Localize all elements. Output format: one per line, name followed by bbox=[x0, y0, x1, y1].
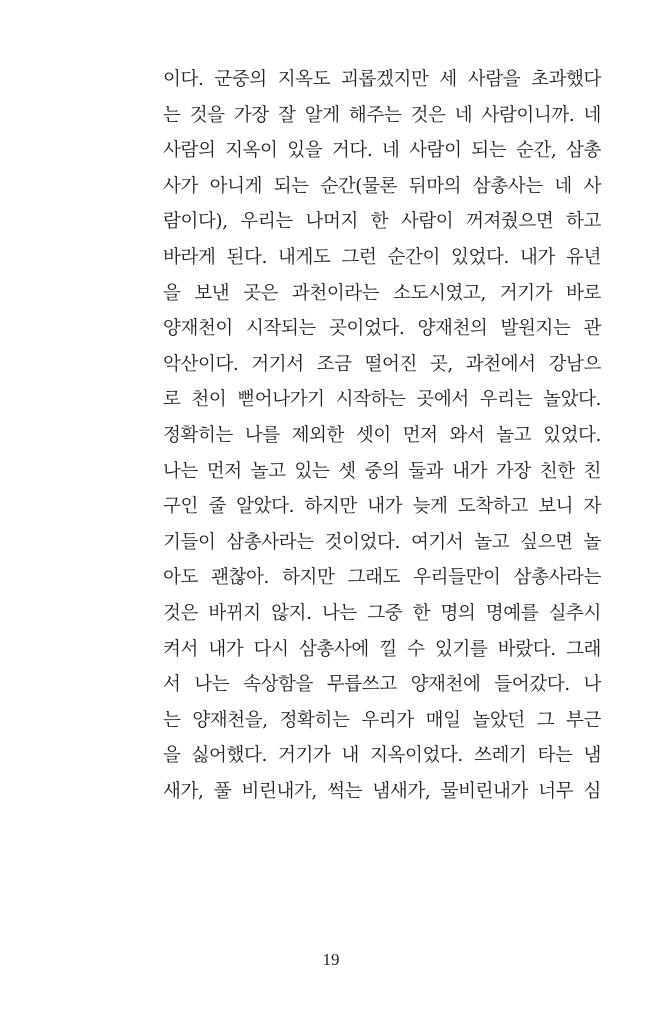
text-line: 서 나는 속상함을 무릅쓰고 양재천에 들어갔다. 나 bbox=[163, 674, 601, 696]
text-line: 기들이 삼총사라는 것이었다. 여기서 놀고 싶으면 놀 bbox=[163, 531, 601, 553]
page-number: 19 bbox=[322, 950, 340, 969]
text-line: 사가 아니게 되는 순간(물론 뒤마의 삼총사는 네 사 bbox=[163, 175, 601, 197]
text-line: 는 것을 가장 잘 알게 해주는 것은 네 사람이니까. 네 bbox=[163, 104, 601, 126]
text-line: 사람의 지옥이 있을 거다. 네 사람이 되는 순간, 삼총 bbox=[163, 140, 601, 162]
text-line: 나는 먼저 놀고 있는 셋 중의 둘과 내가 가장 친한 친 bbox=[163, 460, 601, 482]
text-line: 켜서 내가 다시 삼총사에 낄 수 있기를 바랐다. 그래 bbox=[163, 638, 601, 660]
text-line: 새가, 풀 비린내가, 썩는 냄새가, 물비린내가 너무 심 bbox=[163, 780, 601, 802]
text-line: 양재천이 시작되는 곳이었다. 양재천의 발원지는 관 bbox=[163, 318, 601, 340]
text-line: 로 천이 뻗어나가기 시작하는 곳에서 우리는 놀았다. bbox=[163, 389, 601, 411]
text-line: 는 양재천을, 정확히는 우리가 매일 놀았던 그 부근 bbox=[163, 709, 601, 731]
text-line: 것은 바뀌지 않지. 나는 그중 한 명의 명예를 실추시 bbox=[163, 602, 601, 624]
text-line: 악산이다. 거기서 조금 떨어진 곳, 과천에서 강남으 bbox=[163, 353, 601, 375]
text-line: 람이다), 우리는 나머지 한 사람이 꺼져줬으면 하고 bbox=[163, 211, 601, 233]
text-line: 을 보낸 곳은 과천이라는 소도시였고, 거기가 바로 bbox=[163, 282, 601, 304]
text-line: 정확히는 나를 제외한 셋이 먼저 와서 놀고 있었다. bbox=[163, 424, 601, 446]
text-line: 바라게 된다. 내게도 그런 순간이 있었다. 내가 유년 bbox=[163, 246, 601, 268]
text-line: 아도 괜찮아. 하지만 그래도 우리들만이 삼총사라는 bbox=[163, 567, 601, 589]
text-line: 구인 줄 알았다. 하지만 내가 늦게 도착하고 보니 자 bbox=[163, 496, 601, 518]
text-line: 을 싫어했다. 거기가 내 지옥이었다. 쓰레기 타는 냄 bbox=[163, 745, 601, 767]
text-line: 이다. 군중의 지옥도 괴롭겠지만 세 사람을 초과했다 bbox=[163, 69, 601, 90]
body-text bbox=[163, 62, 601, 809]
